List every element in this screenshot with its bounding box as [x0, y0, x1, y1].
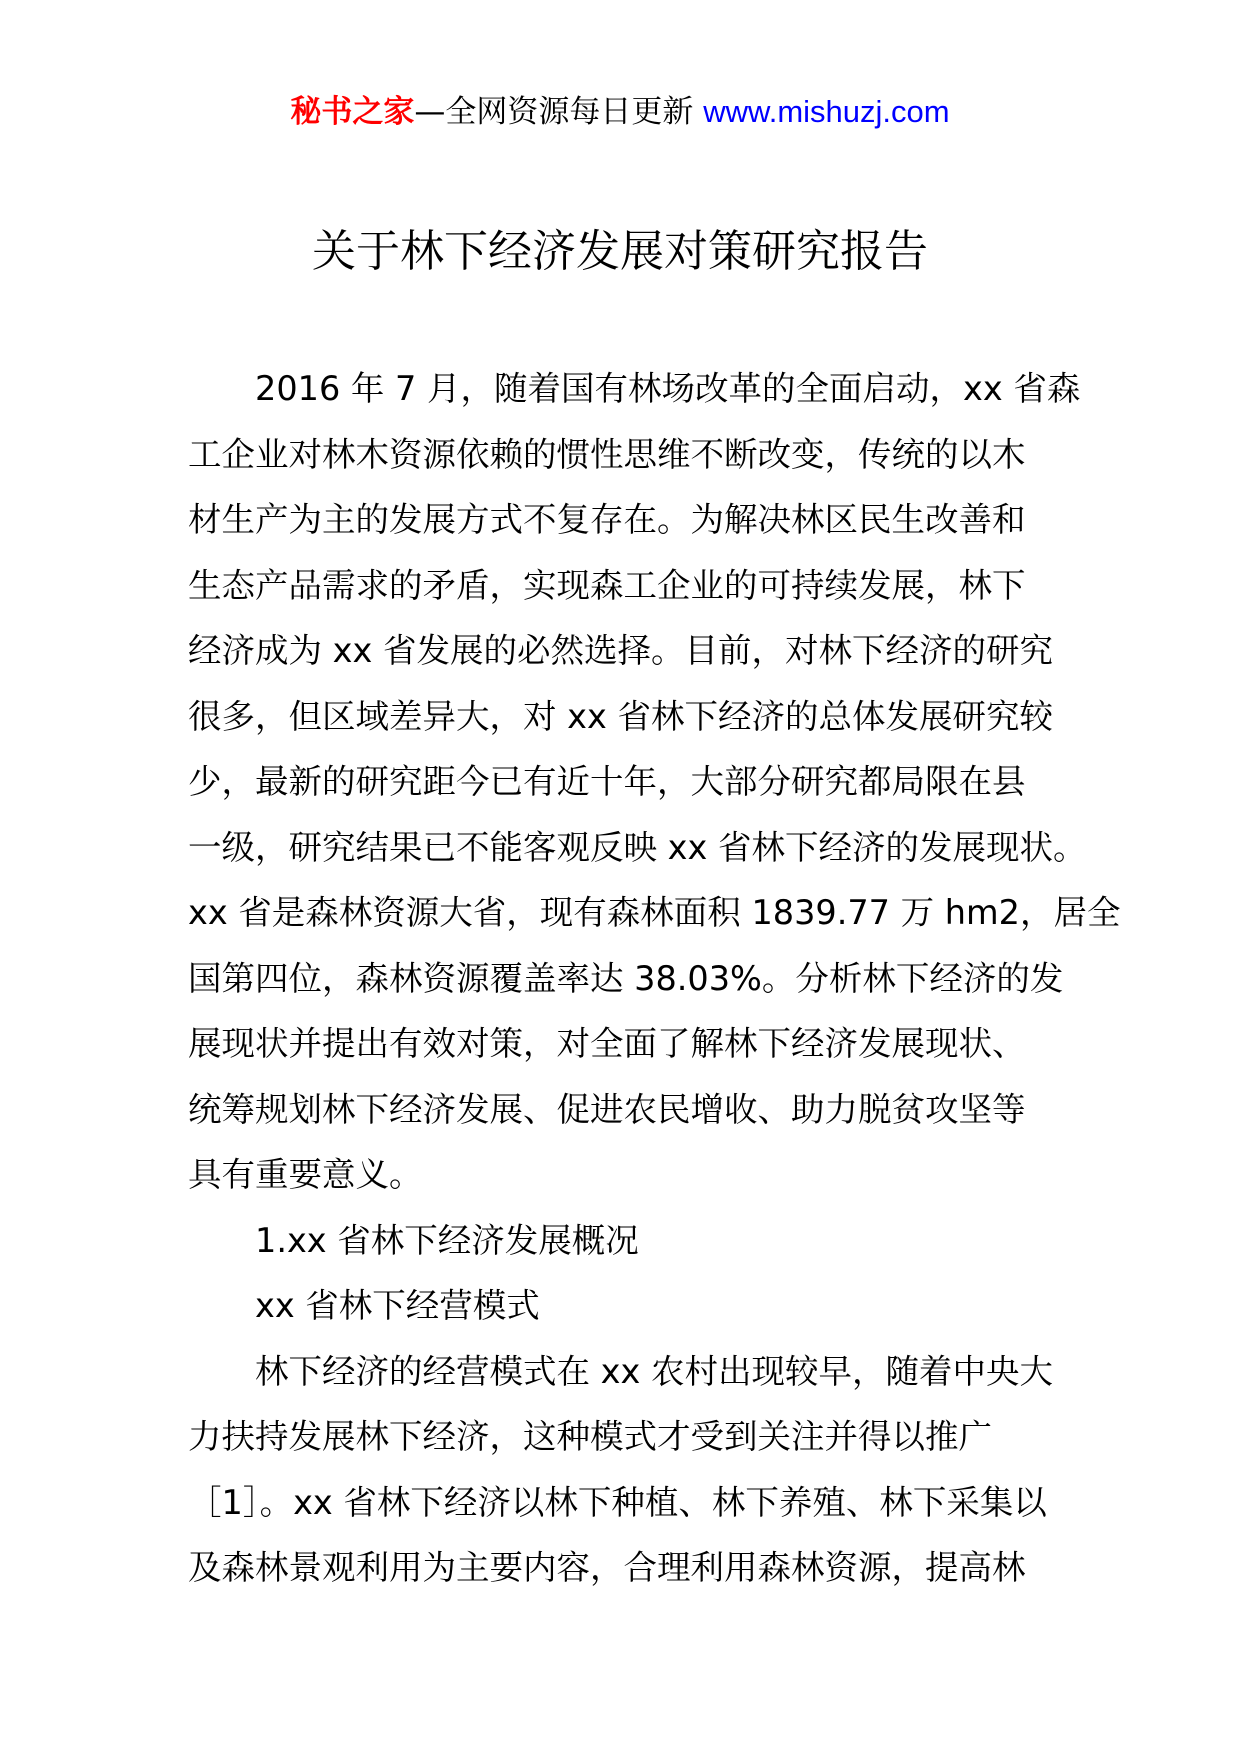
paragraph-line: xx 省是森林资源大省，现有森林面积 1839.77 万 hm2，居全 — [188, 893, 1121, 932]
subsection-heading: xx 省林下经营模式 — [255, 1286, 540, 1325]
paragraph-line: ［1］。xx 省林下经济以林下种植、林下养殖、林下采集以 — [188, 1482, 1047, 1522]
site-header — [0, 92, 1240, 132]
paragraph-line: 2016 年 7 月，随着国有林场改革的全面启动，xx 省森 — [255, 369, 1081, 408]
site-brand: 秘书之家 — [290, 94, 415, 130]
paragraph-line: 统筹规划林下经济发展、促进农民增收、助力脱贫攻坚等 — [188, 1089, 1026, 1129]
paragraph-line: 工企业对林木资源依赖的惯性思维不断改变，传统的以木 — [188, 434, 1026, 474]
paragraph-line: 力扶持发展林下经济，这种模式才受到关注并得以推广 — [188, 1417, 992, 1456]
paragraph-line: 国第四位，森林资源覆盖率达 38.03%。分析林下经济的发 — [188, 958, 1064, 998]
site-url-link[interactable]: www.mishuzj.com — [703, 94, 950, 129]
paragraph-line: 生态产品需求的矛盾，实现森工企业的可持续发展，林下 — [188, 565, 1026, 605]
site-tagline: —全网资源每日更新 — [414, 94, 704, 130]
paragraph-line: 材生产为主的发展方式不复存在。为解决林区民生改善和 — [188, 500, 1026, 539]
paragraph-line: 一级，研究结果已不能客观反映 xx 省林下经济的发展现状。 — [188, 827, 1087, 867]
paragraph-line: 很多，但区域差异大，对 xx 省林下经济的总体发展研究较 — [188, 696, 1053, 736]
paragraph-line: 经济成为 xx 省发展的必然选择。目前，对林下经济的研究 — [188, 631, 1053, 670]
paragraph-line: 少，最新的研究距今已有近十年，大部分研究都局限在县 — [188, 762, 1026, 801]
section-heading: 1.xx 省林下经济发展概况 — [255, 1220, 639, 1260]
document-body — [188, 356, 1121, 1601]
paragraph-line: 及森林景观利用为主要内容，合理利用森林资源，提高林 — [188, 1548, 1026, 1587]
paragraph-line: 林下经济的经营模式在 xx 农村出现较早，随着中央大 — [255, 1351, 1053, 1391]
document-title: 关于林下经济发展对策研究报告 — [312, 226, 928, 277]
paragraph-line: 展现状并提出有效对策，对全面了解林下经济发展现状、 — [188, 1024, 1026, 1063]
paragraph-line: 具有重要意义。 — [188, 1155, 423, 1194]
